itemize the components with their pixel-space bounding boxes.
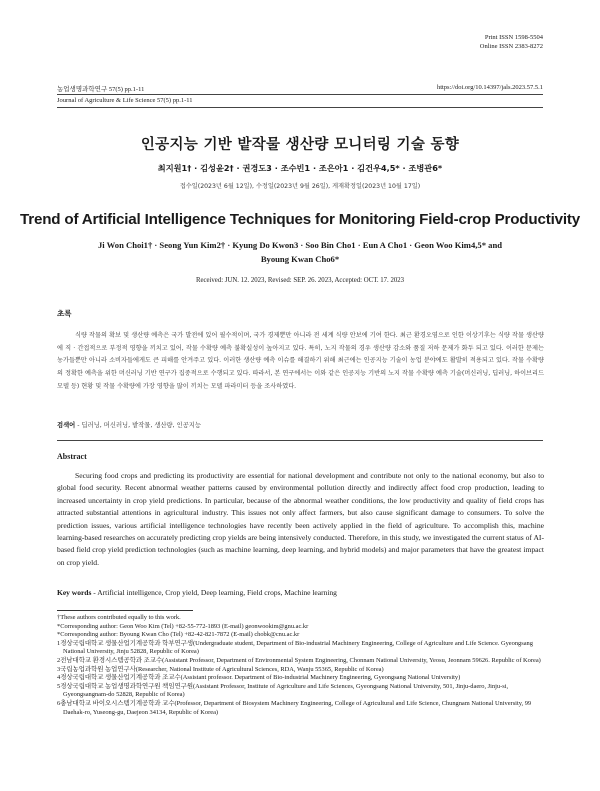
korean-keywords-label: 검색어 xyxy=(57,422,76,429)
footnote: 6충남대학교 바이오시스템기계공학과 교수(Professor, Department of Biosystem Machinery Engineering, College of Agricultural and Life Science, Chungnam National University, 99 Daehak-ro, Yuseong-gu, Daejeon 34134, Republic of Korea) xyxy=(57,699,532,716)
footnote: 4경상국립대학교 생물산업기계공학과 조교수(Assistant professor. Department of Bio-industrial Machinery Engineering, Gyeongsang National University) xyxy=(57,674,461,682)
english-dates: Received: JUN. 12. 2023, Revised: SEP. 26. 2023, Accepted: OCT. 17. 2023 xyxy=(195,277,405,284)
footnote: 1경상국립대학교 생물산업기계공학과 학부연구생(Undergraduate student, Department of Bio-industrial Machinery Engineering, College of Agriculture and Life Science. Gyeongsang National University, Jinju 52828, Republic of Korea) xyxy=(57,639,533,656)
english-authors: Ji Won Choi1† · Seong Yun Kim2† · Kyung Do Kwon3 · Soo Bin Cho1 · Eun A Cho1 · Geon Woo Kim4,5* and Byoung Kwan Cho6* xyxy=(97,240,503,264)
footnote: 3국립농업과학원 농업연구사(Researcher, National Institute of Agricultural Sciences, RDA, Wanju 55365, Republic of Korea) xyxy=(57,665,384,673)
footnote-rule xyxy=(57,610,193,611)
korean-abstract-heading: 초록 xyxy=(57,309,72,318)
header-rule xyxy=(57,94,543,95)
en-journal-citation: Journal of Agriculture & Life Science 57(5) pp.1-11 xyxy=(57,97,193,104)
issn-block xyxy=(480,34,543,51)
footnote: *Corresponding author: Geon Woo Kim (Tel) +82-55-772-1893 (E-mail) geonwookim@gnu.ac.kr xyxy=(57,622,309,630)
online-issn: Online ISSN 2383-8272 xyxy=(479,42,543,50)
korean-dates: 접수일(2023년 6월 12일), 수정일(2023년 9월 26일), 게재확정일(2023년 10월 17일) xyxy=(179,183,421,190)
english-abstract-heading: Abstract xyxy=(57,452,87,461)
korean-keywords-text: - 딥러닝, 머신러닝, 밭작물, 생산량, 인공지능 xyxy=(75,422,201,429)
english-abstract-body: Securing food crops and predicting its productivity are essential for national development and contribute not only to the national economy, but also to global food security. Recent abnormal weather patterns caused by environmental pollution directly and indirectly affect food crop production, leading to increased uncertainty in crop yield predictions. In particular, because of the abnormal weather conditions, the low productivity and quality of field crops has attracted substantial attentions in agricultural industry. This issues not only affect farmers, but also cause significant damage to consumers. To solve the prediction issues, various artificial intelligence technologies have recently been actively applied in the field of agriculture. To accomplish this, machine learning-based researches on accurately predicting crop yields are being intensively conducted. Therefore, in this study, we investigated the current status of AI-based field crop yield prediction technologies (such as machine learning, deep learning, and hybrid models) and major parameters that have the greatest impact on crop yield. xyxy=(57,471,544,567)
footnote: 5경상국립대학교 농업생명과학연구원 책임연구원(Assistant Professor, Institute of Agriculture and Life Sciences, Gyeongsang National University, 501, Jinju-daero, Jinju-si, Gyeongsangnam-do 52828, Republic of Korea) xyxy=(57,682,509,699)
footnote: †These authors contributed equally to this work. xyxy=(57,614,181,621)
english-keywords xyxy=(57,588,337,597)
footnotes xyxy=(57,614,547,717)
english-title: Trend of Artificial Intelligence Techniques for Monitoring Field-crop Productivity xyxy=(20,211,580,228)
footnote: 2전남대학교 환경시스템공학과 조교수(Assistant Professor, Department of Environmental System Engineering, Chonnam National University, Yeosu, Jeonnam 59626. Republic of Korea) xyxy=(57,656,541,664)
english-keywords-text: - Artificial intelligence, Crop yield, Deep learning, Field crops, Machine learning xyxy=(91,588,337,597)
korean-keywords xyxy=(57,420,201,429)
english-keywords-label: Key words xyxy=(57,588,92,597)
kr-journal-citation: 농업생명과학연구 57(5) pp.1-11 xyxy=(57,86,145,93)
print-issn: Print ISSN 1598-5504 xyxy=(484,34,543,41)
header-rule-2 xyxy=(57,107,543,108)
footnote: *Corresponding author: Byoung Kwan Cho (Tel) +82-42-821-7872 (E-mail) chobk@cnu.ac.kr xyxy=(57,631,300,639)
section-rule xyxy=(57,440,543,441)
korean-authors: 최지원1† · 김성윤2† · 권경도3 · 조수빈1 · 조은아1 · 김건우4,5* · 조병관6* xyxy=(157,163,443,173)
korean-title: 인공지능 기반 밭작물 생산량 모니터링 기술 동향 xyxy=(140,137,460,153)
korean-abstract-body: 식량 작물의 확보 및 생산량 예측은 국가 발전에 있어 필수적이며, 국가 경제뿐만 아니라 전 세계 식량 안보에 기여 한다. 최근 환경오염으로 인한 이상기후는 식량 작물 생산량에 직 · 간접적으로 부정적 영향을 끼치고 있어, 작물 수확량 예측 불확실성이 높아지고 있다. 특히, 노지 작물의 경우 생산량 감소와 품질 저하 문제가 화두 되고 있다. 이러한 문제는 농가들뿐만 아니라 소비자들에게도 큰 피해를 안겨주고 있다. 이러한 생산량 예측 이슈를 해결하기 위해 최근에는 인공지능 기술이 농업 분야에도 활발히 적용되고 있다. 작물 수확량의 정확한 예측을 위한 머신러닝 기반 연구가 집중적으로 수행되고 있다. 따라서, 본 연구에서는 이와 같은 인공지능 기반의 노지 작물 수확량 예측 기술(머신러닝, 딥러닝, 하이브리드 모델 등) 현황 및 작물 수확량에 가장 영향을 많이 끼치는 모델 파라미터 등을 조사하였다. xyxy=(57,332,544,390)
doi-link[interactable]: https://doi.org/10.14397/jals.2023.57.5.1 xyxy=(436,84,543,91)
